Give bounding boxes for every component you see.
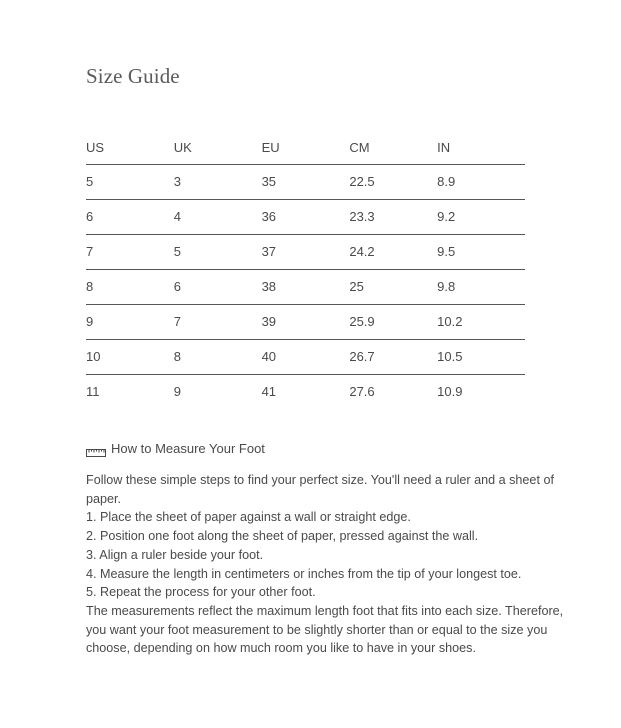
cell-uk: 3 xyxy=(173,174,182,189)
cell-uk: 4 xyxy=(173,209,182,224)
header-us: US xyxy=(86,140,105,156)
instruction-step: 4. Measure the length in centimeters or inches from the tip of your longest toe. xyxy=(86,566,522,581)
cell-us: 6 xyxy=(86,209,94,224)
cell-cm: 23.3 xyxy=(349,209,375,224)
cell-eu: 38 xyxy=(261,279,277,294)
cell-in: 9.2 xyxy=(437,209,456,224)
table-row xyxy=(86,339,525,374)
ruler-icon xyxy=(86,445,106,453)
cell-eu: 36 xyxy=(261,209,277,224)
cell-us: 8 xyxy=(86,279,94,294)
instruction-step: 1. Place the sheet of paper against a wall or straight edge. xyxy=(86,510,411,525)
cell-us: 7 xyxy=(86,244,94,259)
cell-us: 9 xyxy=(86,314,94,329)
table-header-row xyxy=(86,130,525,164)
table-row xyxy=(86,199,525,234)
instruction-step: 2. Position one foot along the sheet of paper, pressed against the wall. xyxy=(86,529,479,544)
cell-eu: 35 xyxy=(261,174,277,189)
table-row xyxy=(86,164,525,199)
cell-uk: 5 xyxy=(173,244,182,259)
cell-in: 8.9 xyxy=(437,174,456,189)
cell-in: 9.5 xyxy=(437,244,456,259)
header-in: IN xyxy=(437,140,451,156)
cell-in: 10.5 xyxy=(437,349,463,364)
table-row xyxy=(86,234,525,269)
cell-in: 10.9 xyxy=(437,384,463,400)
table-row xyxy=(86,304,525,339)
cell-cm: 25 xyxy=(349,279,364,294)
table-row xyxy=(86,374,525,409)
instructions-closing: The measurements reflect the maximum length foot that fits into each size. Therefore, you want your foot measurement to be slightly shorter than or equal to the size you choose, depending on how much room you like to have in your shoes. xyxy=(86,603,564,656)
measure-heading-label: How to Measure Your Foot xyxy=(111,441,265,456)
cell-in: 9.8 xyxy=(437,279,456,294)
cell-uk: 6 xyxy=(173,279,182,294)
cell-us: 10 xyxy=(86,349,101,364)
size-table xyxy=(86,130,525,409)
cell-eu: 39 xyxy=(261,314,277,329)
cell-uk: 8 xyxy=(173,349,182,364)
cell-cm: 25.9 xyxy=(349,314,375,329)
cell-eu: 40 xyxy=(261,349,277,364)
page-title: Size Guide xyxy=(86,64,180,88)
cell-cm: 27.6 xyxy=(349,384,375,400)
instructions-intro: Follow these simple steps to find your perfect size. You'll need a ruler and a sheet of paper. xyxy=(86,473,554,506)
cell-cm: 22.5 xyxy=(349,174,375,189)
instruction-step: 5. Repeat the process for your other foot. xyxy=(86,585,316,600)
table-row xyxy=(86,269,525,304)
header-uk: UK xyxy=(173,140,192,156)
cell-us: 11 xyxy=(86,384,100,400)
cell-cm: 24.2 xyxy=(349,244,375,259)
cell-uk: 9 xyxy=(173,384,182,400)
cell-in: 10.2 xyxy=(437,314,463,329)
header-cm: CM xyxy=(349,140,370,156)
header-eu: EU xyxy=(261,140,280,156)
measure-heading xyxy=(86,441,265,456)
instruction-step: 3. Align a ruler beside your foot. xyxy=(86,547,264,562)
measure-instructions xyxy=(86,471,578,658)
cell-eu: 37 xyxy=(261,244,277,259)
cell-eu: 41 xyxy=(261,384,277,400)
cell-cm: 26.7 xyxy=(349,349,375,364)
cell-uk: 7 xyxy=(173,314,182,329)
cell-us: 5 xyxy=(86,174,94,189)
